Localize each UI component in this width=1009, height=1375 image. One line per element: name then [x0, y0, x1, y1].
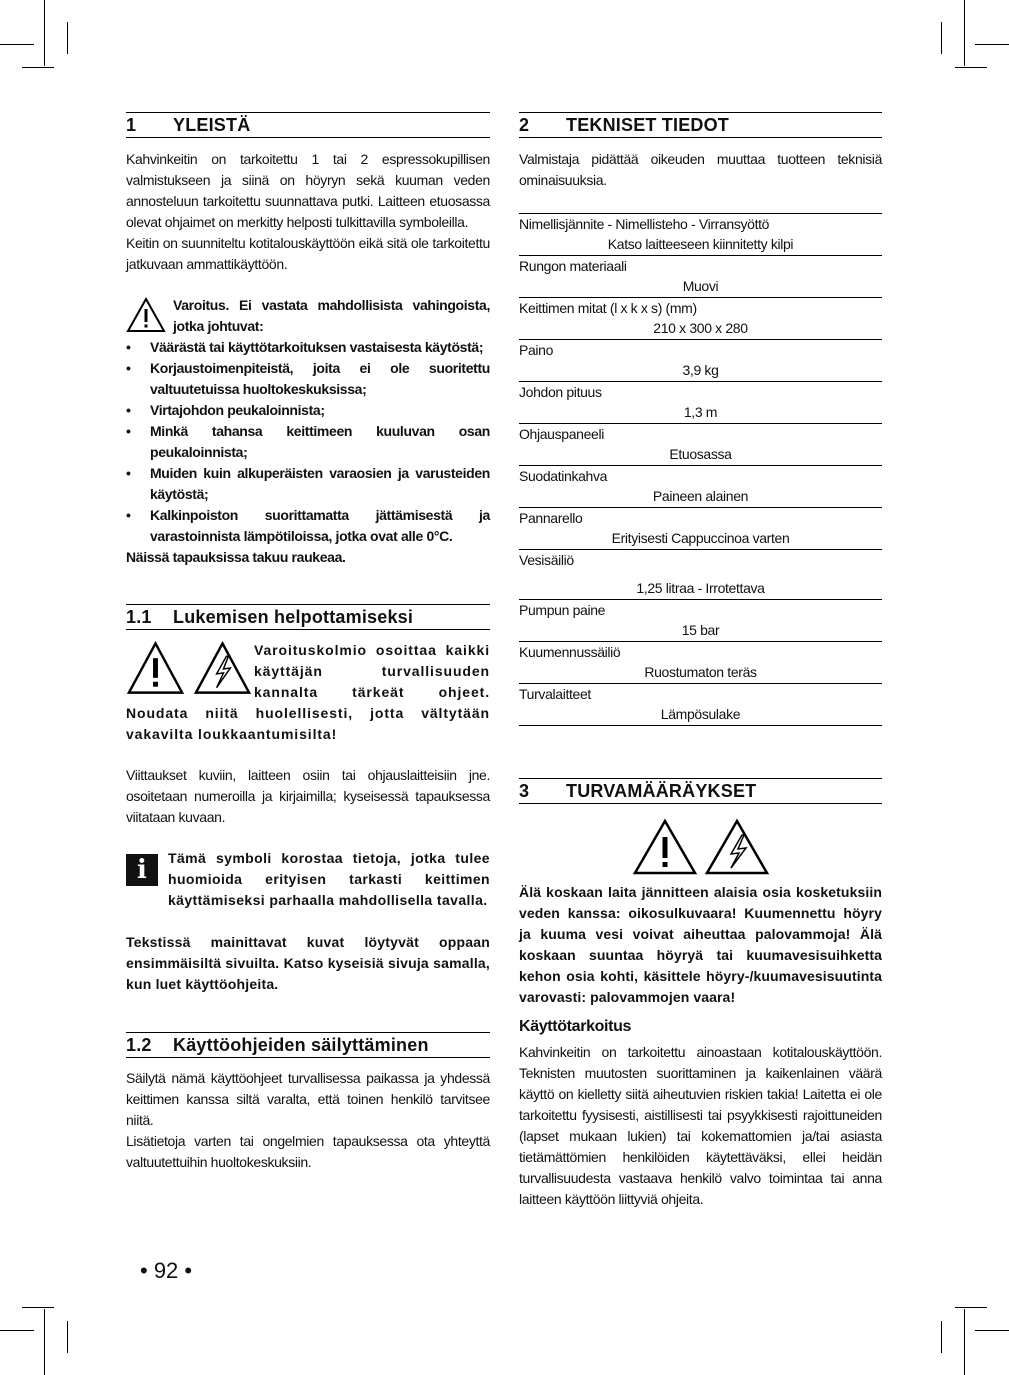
crop-mark: [44, 0, 45, 66]
safety-icons: [519, 818, 882, 876]
section-title: TEKNISET TIEDOT: [566, 115, 730, 135]
section-heading-1-2: [126, 1032, 490, 1058]
section-title: TURVAMÄÄRÄYKSET: [566, 781, 757, 801]
spec-label: Paino: [519, 342, 554, 358]
spec-value: 1,3 m: [683, 404, 718, 420]
symbol-text: Varoituskolmio osoittaa kaikki käyttäjän turvallisuuden kannalta tärkeät ohjeet. Noudata niitä huolellisesti, jotta vältytään vakavilta loukkaantumisilta!: [126, 642, 490, 742]
left-column: [126, 112, 490, 1173]
spec-value: 3,9 kg: [682, 362, 719, 378]
warning-triangle-icon: [632, 818, 698, 876]
spec-label: Turvalaitteet: [519, 686, 591, 702]
table-row: [519, 213, 882, 255]
crop-mark: [67, 22, 68, 54]
intended-use-paragraph: Kahvinkeitin on tarkoitettu ainoastaan kotitalouskäyttöön. Teknisten muutosten suorittaminen ja kaikenlainen väärä käyttö on kielletty siitä aiheutuvien riskien takia! Laitetta ei ole tarkoitettu fyysisesti, aistillisesti tai psyykkisesti rajoittuneiden (lapset mukaan lukien) tai kokemattomien ja/tai asiasta tietämättömien henkilöiden käytettäväksi, ellei heidän turvallisuudesta vastaava henkilö valvo toimintaa tai anna laitteen käyttöön liittyviä ohjeita.: [519, 1044, 882, 1207]
section-number: 1.1: [126, 607, 152, 627]
storage-paragraph: Säilytä nämä käyttöohjeet turvallisessa paikassa ja yhdessä keittimen kanssa siltä varalta, että toinen henkilö tarvitsee niitä.: [126, 1070, 490, 1128]
spec-value: 210 x 300 x 280: [653, 320, 748, 336]
crop-mark: [22, 1307, 54, 1308]
spec-value: Paineen alainen: [652, 488, 749, 504]
electric-hazard-icon: [704, 818, 770, 876]
table-row: [519, 339, 882, 381]
crop-mark: [44, 1309, 45, 1375]
warning-block: [126, 295, 490, 337]
list-item: • Muiden kuin alkuperäisten varaosien ja varusteiden käytöstä;: [126, 463, 490, 505]
list-item: • Virtajohdon peukaloinnista;: [126, 400, 490, 421]
warning-list: [126, 337, 490, 547]
crop-mark: [67, 1321, 68, 1353]
warning-triangle-icon: [126, 297, 166, 333]
crop-mark: [964, 0, 965, 66]
section-heading-1: [126, 112, 490, 138]
info-icon: i: [126, 854, 158, 886]
section-heading-2: [519, 112, 882, 138]
info-block: [126, 848, 490, 911]
table-row: [519, 465, 882, 507]
spec-value: Katso laitteeseen kiinnitetty kilpi: [607, 236, 794, 252]
crop-mark: [955, 67, 987, 68]
crop-mark: [941, 1321, 942, 1353]
electric-hazard-icon: [193, 640, 252, 696]
spec-label: Kuumennussäiliö: [519, 644, 621, 660]
section-title: Käyttöohjeiden säilyttäminen: [173, 1035, 429, 1055]
section-number: 3: [519, 781, 530, 801]
list-item: • Kalkinpoiston suorittamatta jättämisestä ja varastoinnista lämpötiloissa, jotka ovat alle 0°C.: [126, 505, 490, 547]
info-text: Tämä symboli korostaa tietoja, jotka tulee huomioida erityisen tarkasti keittimen käyttämiseksi parhaalla mahdollisella tavalla.: [168, 850, 490, 908]
crop-mark: [941, 22, 942, 54]
spec-value: Erityisesti Cappuccinoa varten: [611, 530, 790, 546]
safety-warning: Älä koskaan laita jännitteen alaisia osia kosketuksiin veden kanssa: oikosulkuvaara! Kuumennettu höyry ja kuuma vesi voivat aiheuttaa palovammoja! Älä koskaan suuntaa höyryä tai kuumavesisuihketta kehon osia kohti, käsittele höyry-/kuumavesisuutinta varovasti: palovammojen vaara!: [519, 884, 882, 1005]
intro-paragraph: Kahvinkeitin on tarkoitettu 1 tai 2 espressokupillisen valmistukseen ja siinä on höyryn sekä kuuman veden annosteluun tarkoitettu suunnattava putki. Laitteen etuosassa olevat ohjaimet on merkitty helposti tulkittavilla symboleilla.: [126, 151, 490, 230]
spec-value: Ruostumaton teräs: [644, 664, 757, 680]
spec-label: Rungon materiaali: [519, 258, 627, 274]
spec-value: Etuosassa: [669, 446, 732, 462]
specs-intro: Valmistaja pidättää oikeuden muuttaa tuotteen teknisiä ominaisuuksia.: [519, 151, 882, 188]
specs-table: [519, 213, 882, 726]
spec-value: Lämpösulake: [660, 706, 741, 722]
spec-label: Suodatinkahva: [519, 468, 608, 484]
spec-label: Ohjauspaneeli: [519, 426, 604, 442]
list-item: • Minkä tahansa keittimeen kuuluvan osan peukaloinnista;: [126, 421, 490, 463]
crop-mark: [955, 1307, 987, 1308]
spec-label: Pumpun paine: [519, 602, 606, 618]
figures-paragraph: Tekstissä mainittavat kuvat löytyvät oppaan ensimmäisiltä sivuilta. Katso kyseisiä sivuja samalla, kun luet käyttöohjeita.: [126, 934, 490, 992]
section-heading-1-1: [126, 604, 490, 630]
table-row: [519, 381, 882, 423]
spec-label: Pannarello: [519, 510, 583, 526]
section-title: Lukemisen helpottamiseksi: [173, 607, 414, 627]
references-paragraph: Viittaukset kuviin, laitteen osiin tai ohjauslaitteisiin jne. osoitetaan numeroilla ja kirjaimilla; kyseisessä tapauksessa viitataan kuvaan.: [126, 767, 490, 825]
section-number: 1: [126, 115, 137, 135]
crop-mark: [0, 44, 34, 45]
warning-footer: Näissä tapauksissa takuu raukeaa.: [126, 549, 346, 565]
warning-title: Varoitus. Ei vastata mahdollisista vahingoista, jotka johtuvat:: [173, 297, 490, 334]
table-row: [519, 297, 882, 339]
crop-mark: [964, 1309, 965, 1375]
spec-label: Vesisäiliö: [519, 552, 574, 568]
table-row: [519, 549, 882, 599]
crop-mark: [975, 1330, 1009, 1331]
table-row: [519, 683, 882, 726]
section-number: 1.2: [126, 1035, 152, 1055]
subsection-title: Käyttötarkoitus: [519, 1018, 632, 1035]
symbol-explanation: [126, 640, 490, 745]
spec-label: Nimellisjännite - Nimellisteho - Virransyöttö: [519, 216, 770, 232]
table-row: [519, 255, 882, 297]
spec-label: Johdon pituus: [519, 384, 602, 400]
crop-mark: [975, 44, 1009, 45]
section-number: 2: [519, 115, 530, 135]
section-heading-3: [519, 778, 882, 804]
list-item: • Korjaustoimenpiteistä, joita ei ole suoritettu valtuutetuissa huoltokeskuksissa;: [126, 358, 490, 400]
spec-value: 1,25 litraa - Irrotettava: [636, 580, 765, 596]
spec-value: 15 bar: [681, 622, 720, 638]
list-item: • Väärästä tai käyttötarkoituksen vastaisesta käytöstä;: [126, 337, 490, 358]
spec-label: Keittimen mitat (l x k x s) (mm): [519, 300, 697, 316]
table-row: [519, 507, 882, 549]
warning-triangle-icon: [126, 640, 185, 696]
section-title: YLEISTÄ: [173, 115, 251, 135]
right-column: [519, 112, 882, 1210]
crop-mark: [0, 1330, 34, 1331]
table-row: [519, 423, 882, 465]
page-number: • 92 •: [140, 1258, 193, 1283]
support-paragraph: Lisätietoja varten tai ongelmien tapauksessa ota yhteyttä valtuutettuihin huoltokeskuksiin.: [126, 1133, 490, 1170]
table-row: [519, 641, 882, 683]
table-row: [519, 599, 882, 641]
spec-value: Muovi: [682, 278, 719, 294]
symbol-icons: [126, 640, 252, 700]
crop-mark: [22, 67, 54, 68]
intro-paragraph-2: Keitin on suunniteltu kotitalouskäyttöön eikä sitä ole tarkoitettu jatkuvaan ammattikäyttöön.: [126, 235, 490, 272]
